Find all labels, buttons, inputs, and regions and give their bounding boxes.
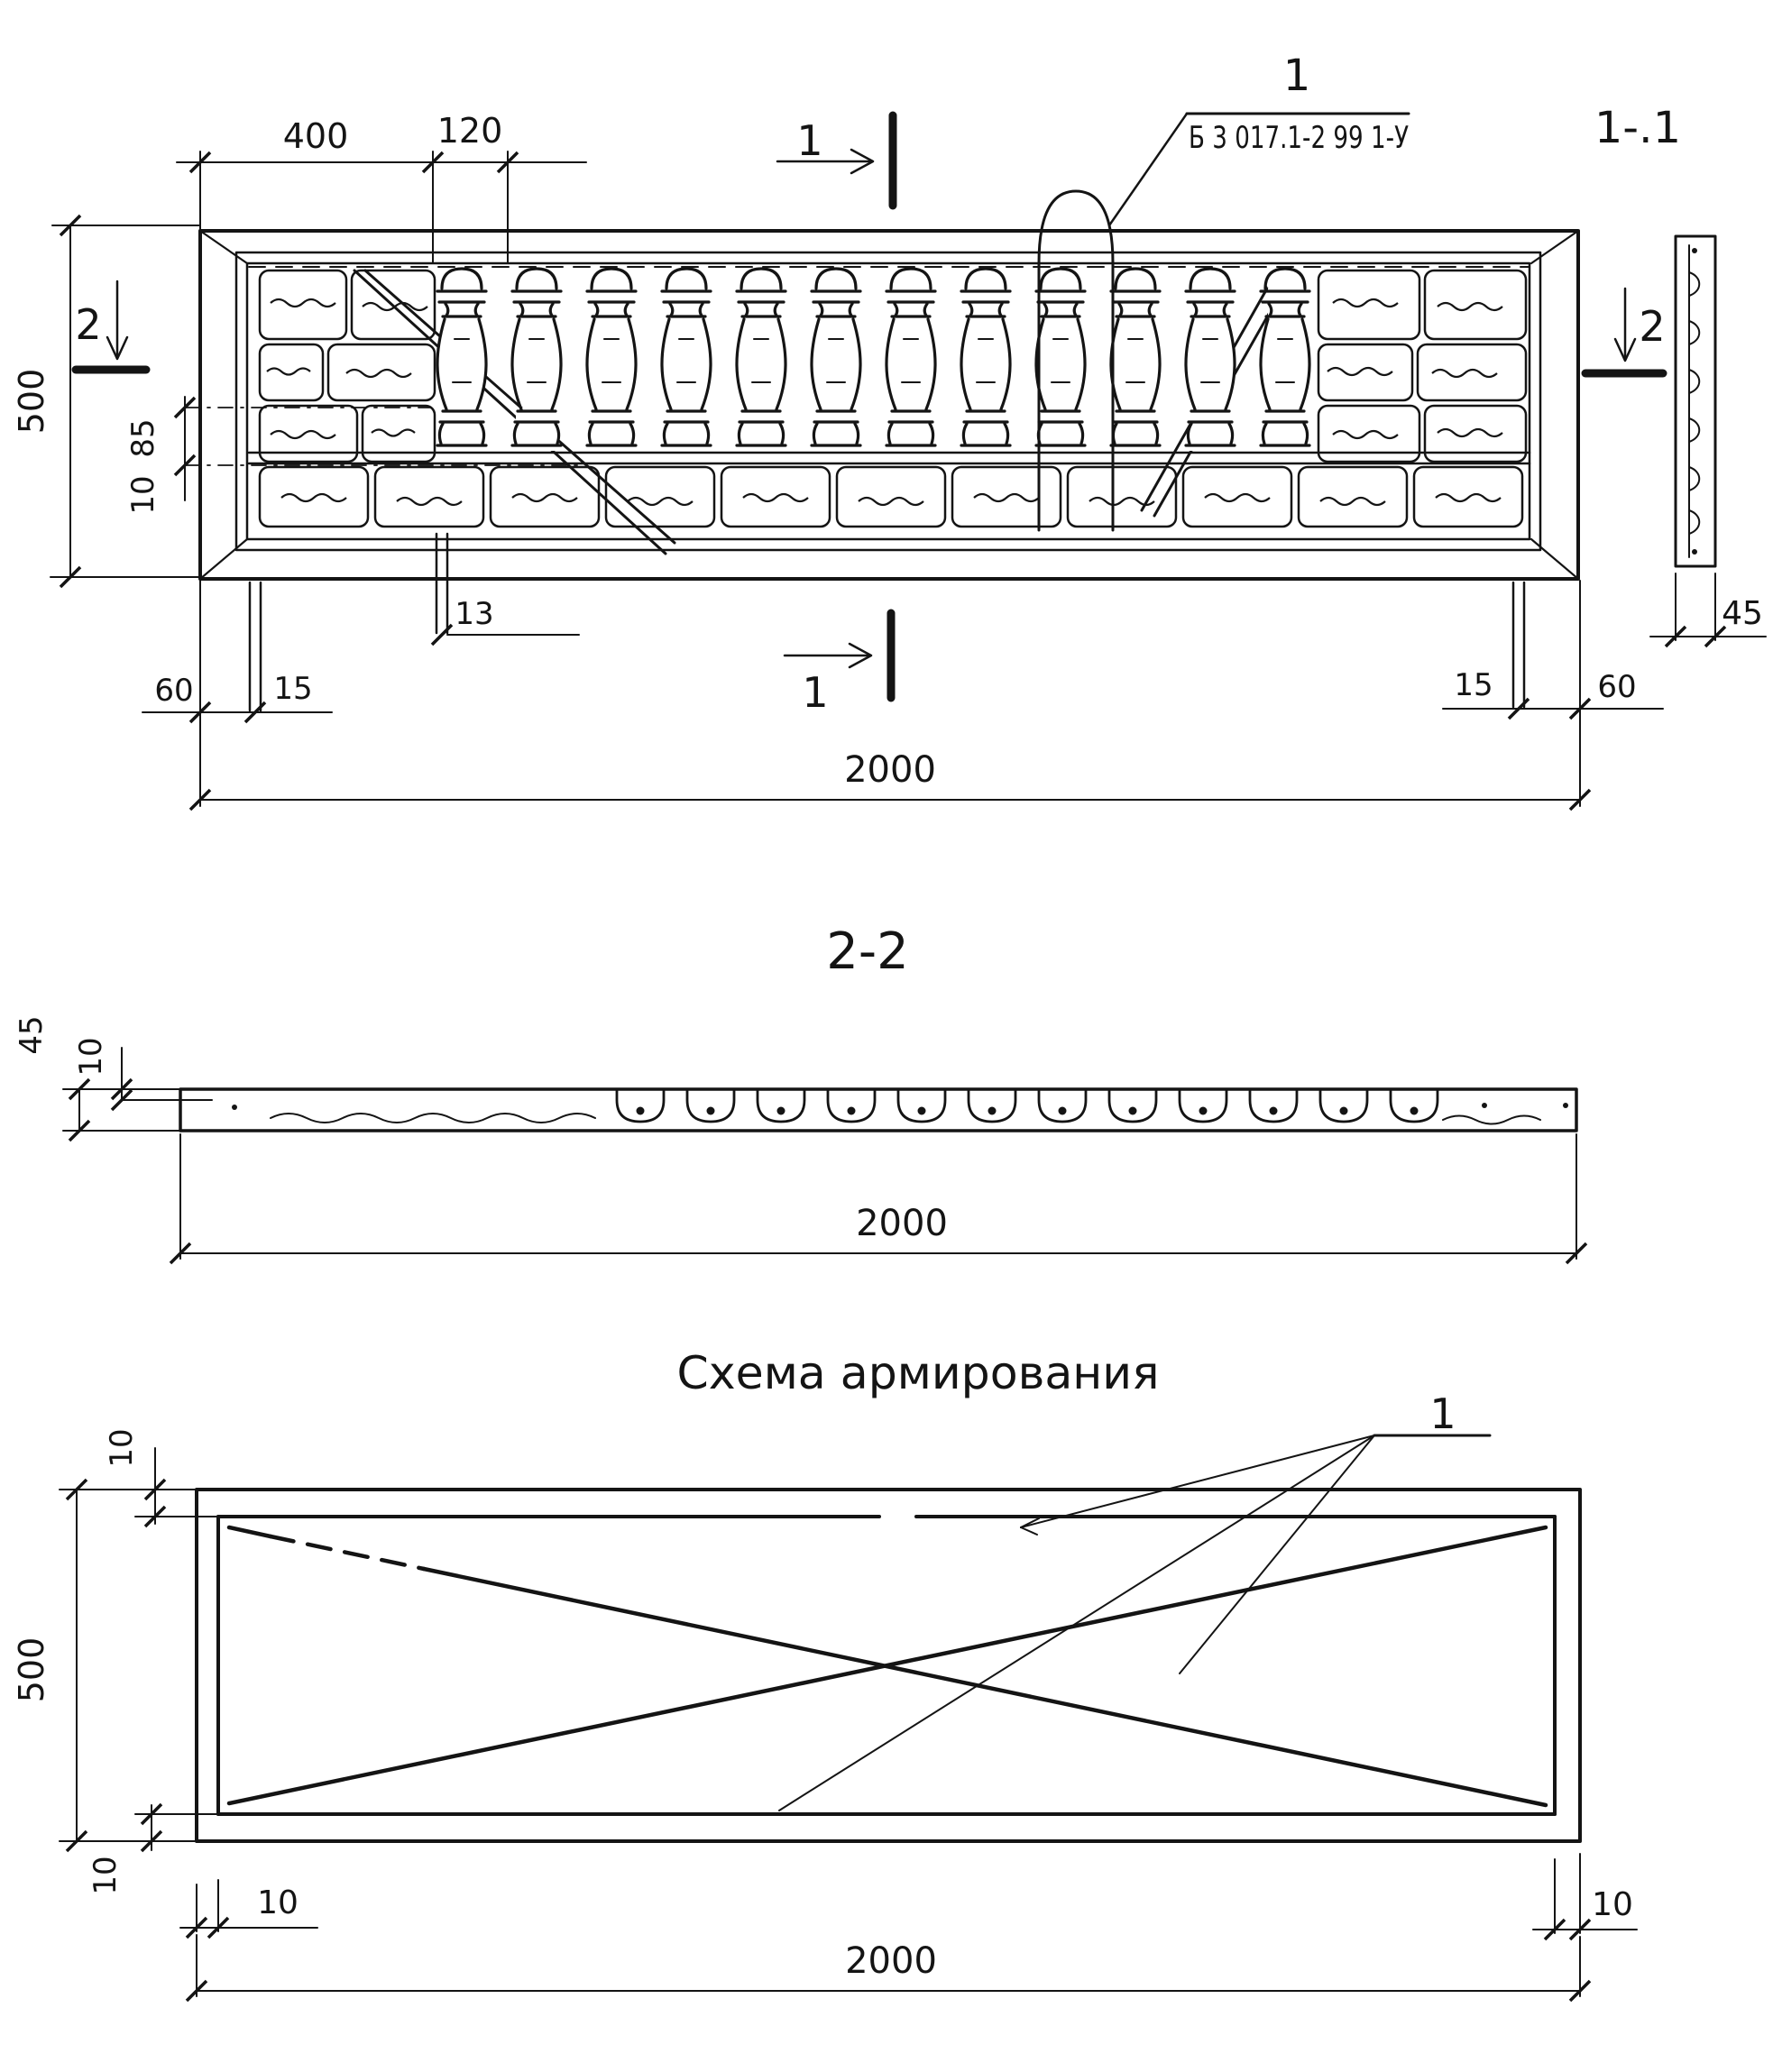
section-mark-1-bottom-label: 1 <box>802 668 829 717</box>
dim-120-label: 120 <box>436 111 503 151</box>
dim-15-left-label: 15 <box>273 671 313 707</box>
dim-500-label: 500 <box>12 368 51 435</box>
section-mark-2-right-label: 2 <box>1639 302 1666 351</box>
dim-45-side-label: 45 <box>1722 595 1763 632</box>
dim-10-cover-left-label: 10 <box>257 1884 299 1921</box>
dim-10-recess-label: 10 <box>73 1037 109 1077</box>
dim-2000-section-label: 2000 <box>856 1203 948 1244</box>
section-mark-1-top-label: 1 <box>796 116 823 165</box>
dim-10-cover-right-label: 10 <box>1592 1886 1633 1923</box>
dim-500-scheme-label: 500 <box>12 1637 51 1703</box>
dim-10-joint-label: 10 <box>125 475 161 515</box>
dim-2000-scheme-label: 2000 <box>845 1940 937 1982</box>
dim-2000-label: 2000 <box>844 749 936 791</box>
dim-60-right-label: 60 <box>1597 669 1637 705</box>
dim-60-left-label: 60 <box>154 673 194 709</box>
dim-10-bottom-label: 10 <box>87 1856 124 1895</box>
dim-45-label: 45 <box>14 1015 50 1055</box>
callout-code: Б 3 017.1-2 99 1-У <box>1189 120 1410 156</box>
dim-15-right-label: 15 <box>1454 667 1493 703</box>
section-2-2-title: 2-2 <box>826 922 909 981</box>
dim-85-label: 85 <box>125 418 161 458</box>
scheme-title: Схема армирования <box>676 1347 1160 1399</box>
scheme-callout-number: 1 <box>1429 1389 1456 1438</box>
section-mark-2-left-label: 2 <box>75 300 102 349</box>
side-view-title: 1-.1 <box>1594 103 1681 153</box>
dim-13-label: 13 <box>455 596 494 632</box>
dim-400-label: 400 <box>282 116 349 156</box>
dim-10-top-label: 10 <box>104 1428 140 1468</box>
callout-number: 1 <box>1282 50 1311 101</box>
